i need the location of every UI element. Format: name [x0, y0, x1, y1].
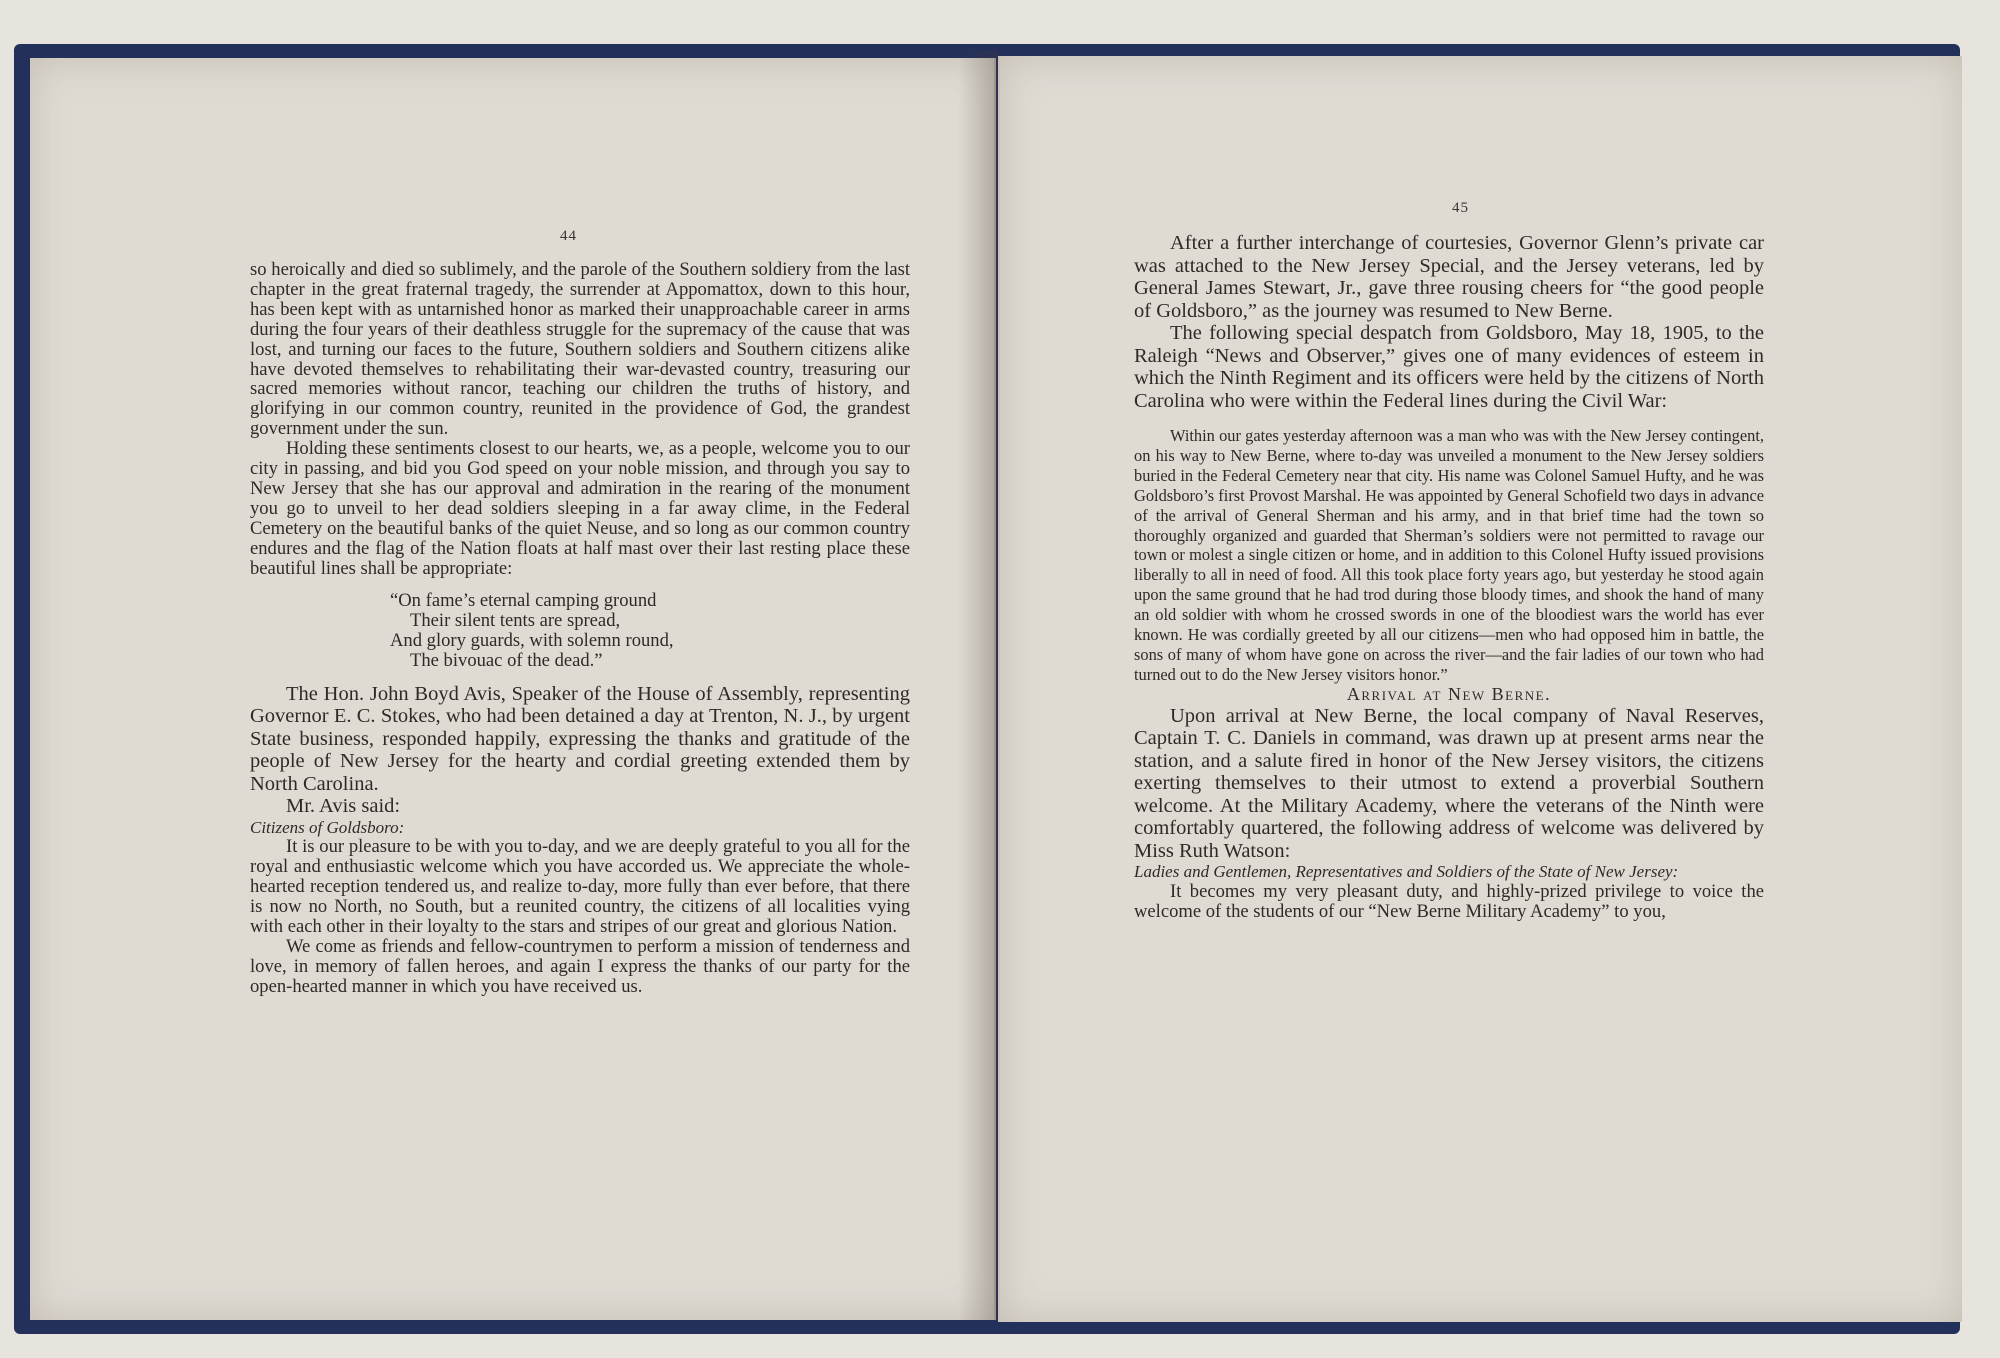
poem-line: “On fame’s eternal camping ground	[390, 589, 657, 611]
salutation: Ladies and Gentlemen, Representatives and Soldiers of the State of New Jersey:	[1134, 862, 1679, 882]
quoted-despatch: Within our gates yesterday afternoon was a man who was with the New Jersey contingent, on his way to New Berne, where to-day was unveiled a monument to the New Jersey soldiers buried in the Federal Cemetery near that city. His name was Colonel Samuel Hufty, and he was Goldsboro’s first Provost Marshal. He was appointed by General Schofield two days in advance of the arrival of General Sherman and his army, and in that brief time had the town so thoroughly organized and guarded that Sherman’s soldiers were not permitted to ravage our town or molest a single citizen or home, and in addition to this Colonel Hufty issued provisions liberally to all in need of food. All this took place forty years ago, but yesterday he stood again upon the same ground that he had trod during those bloody times, and shook the hand of many an old soldier with whom he crossed swords in one of the bloodiest wars the world has ever known. He was cordially greeted by all our citizens—men who had opposed him in battle, the sons of many of whom have gone on across the river—and the fair ladies of our town who had turned out to do the New Jersey visitors honor.”	[1134, 426, 1764, 684]
right-page	[998, 56, 1962, 1322]
paragraph: It is our pleasure to be with you to-day, and we are deeply grateful to you all for the royal and enthusiastic welcome which you have accorded us. We appreciate the whole-hearted reception tendered us, and realize to-day, more fully than ever before, that there is now no North, no South, but a reunited country, the citizens of all localities vying with each other in their loyalty to the stars and stripes of our great and glorious Nation.	[250, 836, 910, 938]
poem	[390, 591, 910, 671]
paragraph: Holding these sentiments closest to our hearts, we, as a people, welcome you to our city in passing, and bid you God speed on your noble mission, and through you say to New Jersey that she has our approval and admiration in the rearing of the monument you go to unveil to her dead soldiers sleeping in a far away clime, in the Federal Cemetery on the beautiful banks of the quiet Neuse, and so long as our common country endures and the flag of the Nation floats at half mast over their last resting place these beautiful lines shall be appropriate:	[250, 438, 910, 579]
gutter-shadow	[958, 50, 998, 1320]
paragraph: After a further interchange of courtesies, Governor Glenn’s private car was attached to the New Jersey Special, and the Jersey veterans, led by General James Stewart, Jr., gave three rousing cheers for “the good people of Goldsboro,” as the journey was resumed to New Berne.	[1134, 232, 1764, 322]
right-page-body	[1134, 232, 1764, 922]
paragraph: The Hon. John Boyd Avis, Speaker of the House of Assembly, representing Governor E. C. Stokes, who had been detained a day at Trenton, N. J., by urgent State business, responded happily, expressing the thanks and gratitude of the people of New Jersey for the hearty and cordial greeting extended them by North Carolina.	[250, 682, 910, 795]
page-number: 44	[560, 228, 577, 244]
left-page-body	[250, 260, 910, 997]
section-heading: Arrival at New Berne.	[1346, 683, 1552, 704]
paragraph: Mr. Avis said:	[286, 795, 401, 817]
paragraph: Upon arrival at New Berne, the local company of Naval Reserves, Captain T. C. Daniels in command, was drawn up at present arms near the station, and a salute fired in honor of the New Jersey visitors, the citizens exerting themselves to their utmost to extend a proverbial Southern welcome. At the Military Academy, where the veterans of the Ninth were comfortably quartered, the following address of welcome was delivered by Miss Ruth Watson:	[1134, 704, 1764, 862]
left-page	[30, 58, 996, 1320]
paragraph: We come as friends and fellow-countrymen to perform a mission of tenderness and love, in memory of fallen heroes, and again I express the thanks of our party for the open-hearted manner in which you have received us.	[250, 935, 910, 997]
paragraph: The following special despatch from Goldsboro, May 18, 1905, to the Raleigh “News and Observer,” gives one of many evidences of esteem in which the Ninth Regiment and its officers were held by the citizens of North Carolina who were within the Federal lines during the Civil War:	[1134, 322, 1764, 412]
poem-line: Their silent tents are spread,	[410, 609, 621, 631]
poem-line: And glory guards, with solemn round,	[390, 629, 674, 651]
page-number: 45	[1452, 200, 1469, 216]
paragraph: so heroically and died so sublimely, and the parole of the Southern soldiery from the last chapter in the great fraternal tragedy, the surrender at Appomattox, down to this hour, has been kept with as untarnished honor as marked their unapproachable career in arms during the four years of their deathless struggle for the supremacy of the cause that was lost, and turning our faces to the future, Southern soldiers and Southern citizens alike have devoted themselves to rehabilitating their war-devasted country, treasuring our sacred memories without rancor, teaching our children the truths of history, and glorifying in our common country, reunited in the providence of God, the grandest government under the sun.	[250, 259, 910, 440]
salutation: Citizens of Goldsboro:	[250, 817, 405, 837]
paragraph: It becomes my very pleasant duty, and highly-prized privilege to voice the welcome of the students of our “New Berne Military Academy” to you,	[1134, 881, 1764, 922]
poem-line: The bivouac of the dead.”	[410, 649, 603, 671]
